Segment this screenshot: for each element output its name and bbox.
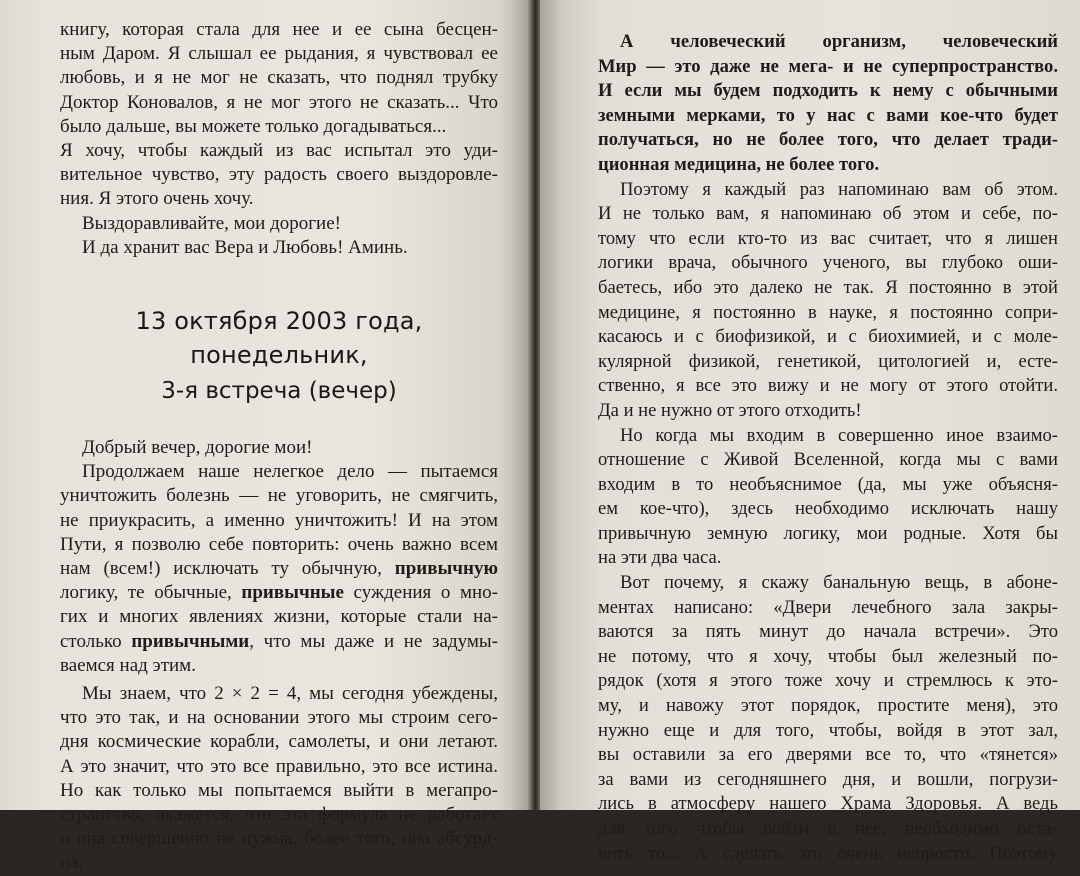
doors-paragraph bbox=[598, 571, 1058, 866]
heading-meeting: 3-я встреча (вечер) bbox=[161, 378, 397, 405]
text-line: Пути, я позволю себе повторить: очень важно всем bbox=[60, 533, 498, 555]
text-line: Поэтому я каждый раз напоминаю вам об этом. bbox=[620, 178, 1058, 200]
text-line: ментах написано: «Двери лечебного зала закры- bbox=[598, 596, 1058, 618]
text-line: отношение с Живой Вселенной, когда мы с вами bbox=[598, 449, 1058, 471]
text-line: ным Даром. Я слышал ее рыдания, я чувствовал ее bbox=[60, 43, 498, 65]
text-line: Но когда мы входим в совершенно иное взаимо- bbox=[620, 424, 1058, 446]
text-line: му, и навожу этот порядок, простите меня), это bbox=[598, 695, 1058, 717]
text-line: И да хранит вас Вера и Любовь! Аминь. bbox=[82, 236, 408, 258]
text-line: лись в атмосферу нашего Храма Здоровья. А ведь bbox=[598, 793, 1058, 815]
text-line: кулярной физикой, генетикой, цитологией и, есте- bbox=[598, 350, 1058, 372]
text-line: Да и не нужно от этого отходить! bbox=[598, 399, 862, 421]
text-line: Я хочу, чтобы каждый из вас испытал это уди- bbox=[60, 140, 498, 162]
text-span: суждения о мно- bbox=[343, 582, 498, 604]
greeting-paragraph bbox=[60, 436, 498, 460]
text-line: ваемся над этим. bbox=[60, 654, 196, 676]
bold-term: привычными bbox=[131, 630, 250, 652]
text-line: нужно еще и для того, чтобы, войдя в этот зал, bbox=[598, 719, 1058, 741]
blessing-paragraph bbox=[60, 236, 498, 260]
text-line: не приукрасить, а именно уничтожить! И на этом bbox=[60, 509, 498, 531]
text-line: И не только вам, я напоминаю об этом и себе, по- bbox=[598, 203, 1058, 225]
text-line: на эти два часа. bbox=[598, 547, 722, 569]
text-line: ния. Я этого очень хочу. bbox=[60, 188, 254, 210]
universe-paragraph bbox=[598, 424, 1058, 572]
text-line: тому что если кто-то из вас считает, что я лишен bbox=[598, 227, 1058, 249]
text-span: столько bbox=[60, 630, 132, 652]
text-line: на. bbox=[60, 852, 84, 874]
text-line: Мир — это даже не мега- и не суперпространство. bbox=[598, 55, 1058, 77]
intro-paragraph bbox=[60, 18, 498, 139]
text-line: за вами из сегодняшнего дня, и вошли, погрузи- bbox=[598, 768, 1058, 790]
formula-paragraph bbox=[60, 682, 498, 876]
bold-term: привычные bbox=[241, 582, 344, 604]
bold-paragraph bbox=[598, 30, 1058, 178]
text-line: не потому, что я хочу, чтобы был железный по- bbox=[598, 645, 1058, 667]
text-line: Доктор Коновалов, я не мог этого не сказать... Что bbox=[60, 91, 498, 113]
text-line: странство, окажется, что эта формула не работает bbox=[60, 804, 498, 826]
text-span: логику, те обычные, bbox=[60, 582, 242, 604]
text-line: книгу, которая стала для нее и ее сына бесцен- bbox=[60, 19, 498, 40]
text-line: для того чтобы войти в нее, необходимо оста- bbox=[598, 818, 1058, 839]
text-line: баетесь, ибо это далеко не так. Я постоянно в этой bbox=[598, 276, 1058, 298]
text-line: ственно, я все это вижу и не могу от этого отойти. bbox=[598, 375, 1058, 397]
left-page bbox=[0, 0, 530, 874]
wish-paragraph bbox=[60, 139, 498, 212]
left-page-text bbox=[60, 18, 498, 876]
text-line: и она совершенно не нужна, более того, она абсурд- bbox=[60, 828, 498, 850]
right-page-text bbox=[598, 30, 1058, 866]
text-line: что это так, и на основании этого мы строим сего- bbox=[60, 707, 498, 729]
text-line: любовь, и я не мог не сказать, что поднял трубку bbox=[60, 67, 498, 89]
text-line: вы оставили за его дверями все то, что «тянется» bbox=[598, 744, 1058, 766]
text-line: Добрый вечер, дорогие мои! bbox=[82, 437, 313, 459]
bold-term: привычную bbox=[394, 558, 498, 580]
section-heading bbox=[60, 304, 498, 408]
text-span: , что мы даже и не задумы- bbox=[249, 630, 498, 652]
text-line: входим в то необъяснимое (да, мы уже объясня- bbox=[598, 473, 1058, 495]
text-line: Выздоравливайте, мои дорогие! bbox=[82, 212, 341, 234]
text-line: ем кое-что), здесь необходимо исключать нашу bbox=[598, 498, 1058, 520]
text-line: ционная медицина, не более того. bbox=[598, 153, 880, 175]
text-line: Мы знаем, что 2 × 2 = 4, мы сегодня убеждены, bbox=[82, 683, 498, 705]
text-line: гих и многих явлениях жизни, которые стали на- bbox=[60, 606, 498, 628]
text-line: уничтожить болезнь — не уговорить, не смягчить, bbox=[60, 485, 498, 507]
text-span: нам (всем!) исключать ту обычную, bbox=[60, 558, 395, 580]
text-line: ваются за пять минут до начала встречи». Это bbox=[598, 621, 1058, 643]
page-shadow bbox=[510, 0, 530, 810]
text-line: Но как только мы попытаемся выйти в мегапро- bbox=[60, 779, 498, 801]
text-line: земными мерками, то у нас с вами кое-что будет bbox=[598, 104, 1058, 126]
text-line: медицине, я постоянно в науке, я постоянно сопри- bbox=[598, 301, 1058, 323]
text-line bbox=[60, 581, 498, 605]
text-line: И если мы будем подходить к нему с обычными bbox=[598, 80, 1058, 102]
text-line: вительное чувство, эту радость своего выздоровле- bbox=[60, 164, 498, 186]
continue-paragraph bbox=[60, 460, 498, 678]
text-line: Вот почему, я скажу банальную вещь, в абоне- bbox=[620, 572, 1058, 594]
text-line: было дальше, вы можете только догадываться... bbox=[60, 115, 447, 137]
farewell-paragraph bbox=[60, 212, 498, 236]
text-line bbox=[60, 557, 498, 581]
text-line: получаться, но не более того, что делает тради- bbox=[598, 129, 1058, 151]
heading-date: 13 октября 2003 года, понедельник, bbox=[135, 307, 423, 370]
text-line: касаюсь и с биофизикой, и с биохимией, и с моле- bbox=[598, 326, 1058, 348]
remind-paragraph bbox=[598, 178, 1058, 424]
text-line bbox=[60, 630, 498, 654]
text-line: вить то... А сделать это очень непросто. Поэтому bbox=[598, 842, 1058, 864]
text-line: А человеческий организм, человеческий bbox=[620, 31, 1058, 52]
text-line: Продолжаем наше нелегкое дело — пытаемся bbox=[82, 461, 498, 483]
text-line: привычную земную логику, мои родные. Хотя бы bbox=[598, 522, 1058, 544]
text-line: логики врача, обычного ученого, вы глубоко оши- bbox=[598, 252, 1058, 274]
text-line: А это значит, что это все правильно, это все истина. bbox=[60, 755, 498, 777]
text-line: рядок (хотя я этого тоже хочу и стремлюсь к это- bbox=[598, 670, 1058, 692]
right-page bbox=[540, 0, 1080, 864]
text-line: дня космические корабли, самолеты, и они летают. bbox=[60, 731, 498, 753]
